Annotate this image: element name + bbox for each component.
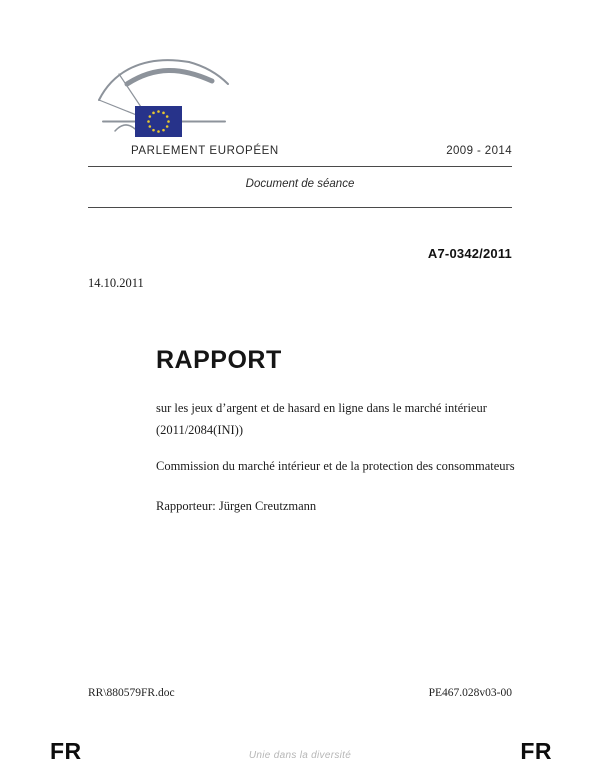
document-number: A7-0342/2011: [427, 246, 512, 261]
report-procedure-number: (2011/2084(INI)): [156, 423, 244, 437]
header-divider-top: [88, 166, 512, 167]
document-type: Document de séance: [245, 178, 355, 190]
footer-pe-reference: PE467.028v03-00: [428, 687, 512, 699]
committee-name: Commission du marché intérieur et de la protection des consommateurs: [156, 459, 515, 473]
language-code-right: FR: [520, 738, 552, 764]
report-title: RAPPORT: [156, 346, 282, 374]
rapporteur-line: Rapporteur: Jürgen Creutzmann: [156, 499, 317, 513]
eu-motto: Unie dans la diversité: [248, 750, 352, 761]
header-divider-bottom: [88, 207, 512, 208]
institution-name: PARLEMENT EUROPÉEN: [131, 145, 279, 157]
language-code-left: FR: [50, 738, 82, 764]
footer-document-filename: RR\880579FR.doc: [88, 687, 175, 699]
legislature-period: 2009 - 2014: [446, 145, 512, 157]
report-subject-line1: sur les jeux d’argent et de hasard en ligne dans le marché intérieur: [156, 401, 487, 415]
document-date: 14.10.2011: [88, 276, 144, 290]
european-parliament-logo-icon: [85, 58, 317, 154]
